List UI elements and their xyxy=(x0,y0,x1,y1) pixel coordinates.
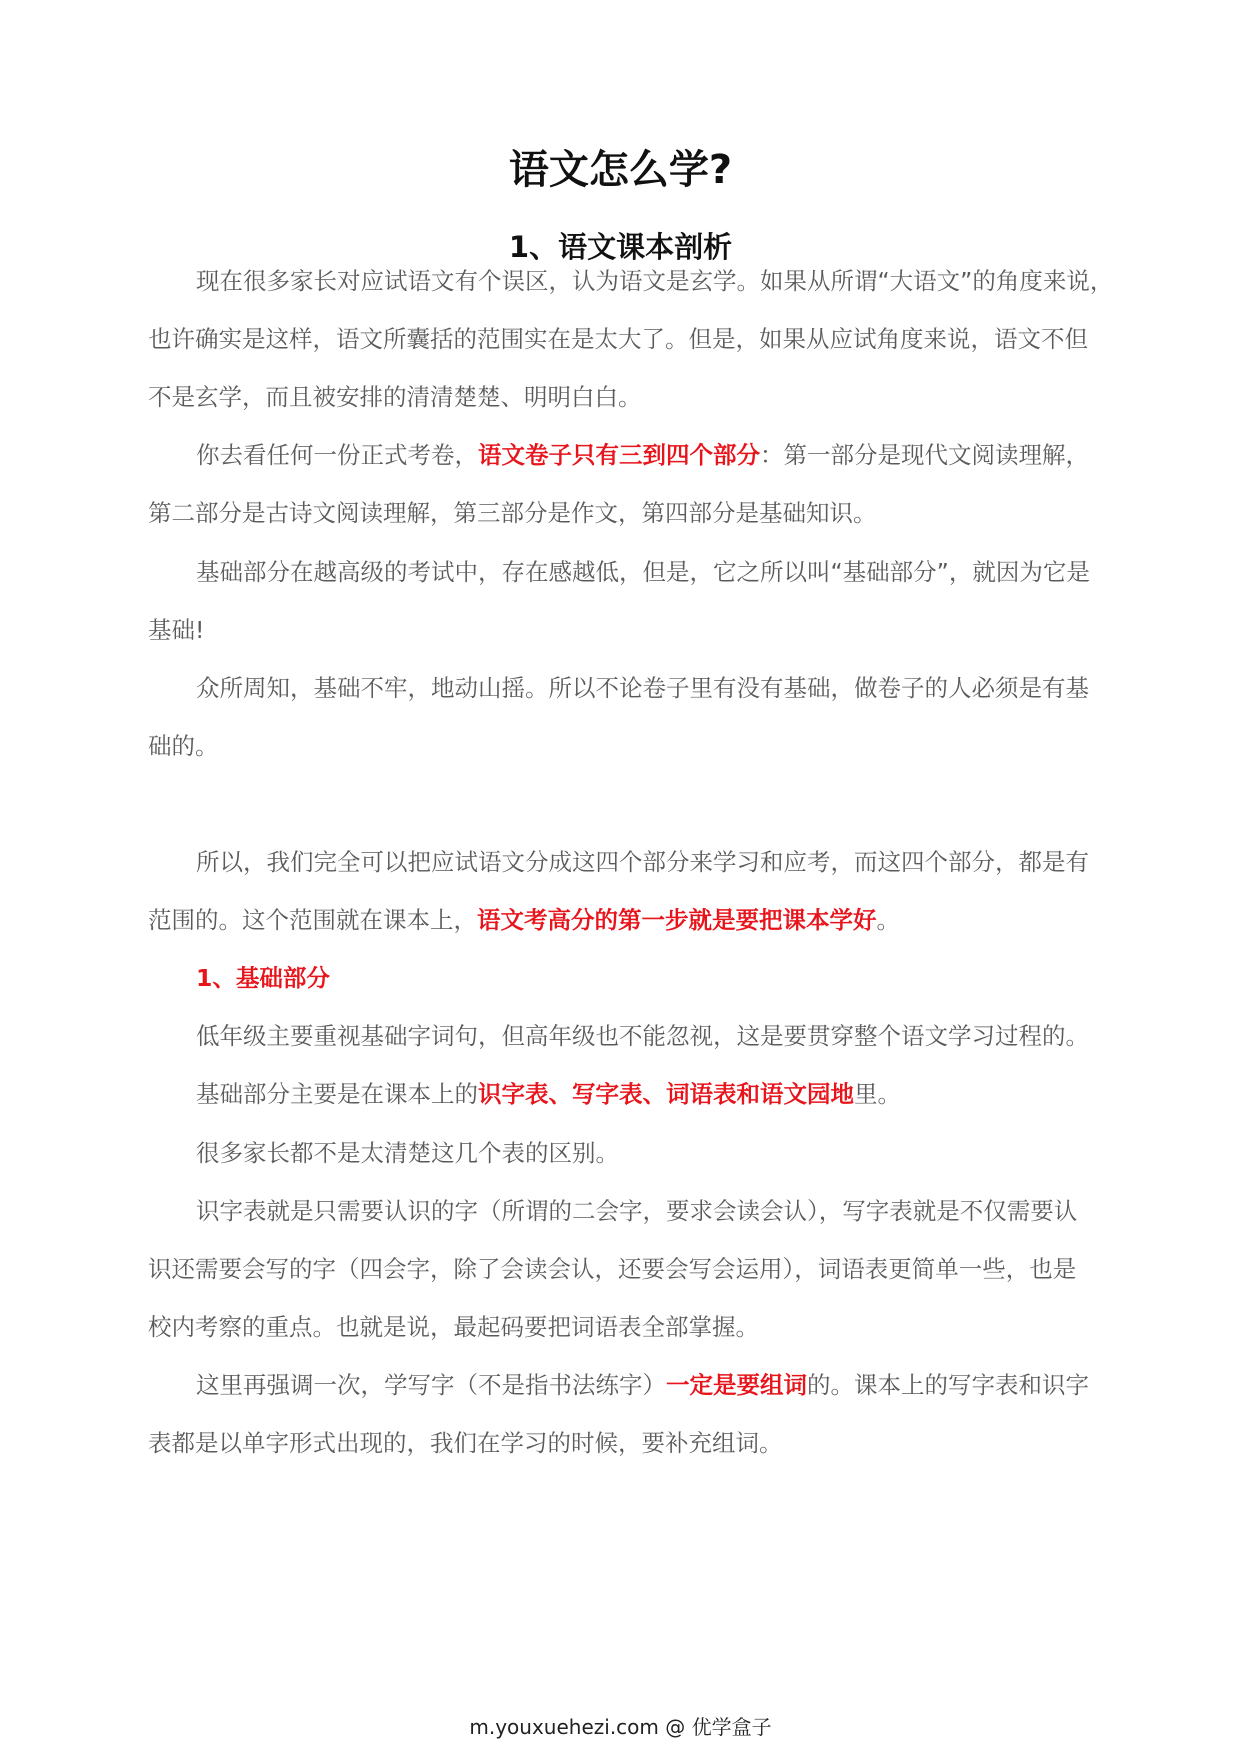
text-span: 的。课本上的写字表和识字 xyxy=(807,1371,1089,1399)
highlight-text: 一定是要组词 xyxy=(666,1371,807,1399)
text-span: 基础部分主要是在课本上的 xyxy=(196,1080,478,1108)
text-span: 你去看任何一份正式考卷， xyxy=(196,441,478,469)
paragraph-line: 第二部分是古诗文阅读理解，第三部分是作文，第四部分是基础知识。 xyxy=(148,499,877,527)
paragraph-line: 现在很多家长对应试语文有个误区，认为语文是玄学。如果从所谓“大语文”的角度来说， xyxy=(196,267,1114,295)
highlight-text: 语文考高分的第一步就是要把课本学好 xyxy=(477,906,877,934)
paragraph-line xyxy=(196,1365,1093,1405)
text-span: 里。 xyxy=(854,1080,901,1108)
paragraph-line xyxy=(196,1074,1093,1114)
paragraph-line: 很多家长都不是太清楚这几个表的区别。 xyxy=(196,1139,619,1167)
paragraph-line: 表都是以单字形式出现的，我们在学习的时候，要补充组词。 xyxy=(148,1429,783,1457)
paragraph-line: 不是玄学，而且被安排的清清楚楚、明明白白。 xyxy=(148,383,642,411)
paragraph-line xyxy=(196,435,1093,475)
text-span: 。 xyxy=(876,906,900,934)
paragraph-line: 也许确实是这样，语文所囊括的范围实在是太大了。但是，如果从应试角度来说，语文不但 xyxy=(148,325,1088,353)
paragraph-line: 基础部分在越高级的考试中，存在感越低，但是，它之所以叫“基础部分”，就因为它是 xyxy=(196,558,1090,586)
highlight-text: 语文卷子只有三到四个部分 xyxy=(478,441,760,469)
highlight-text: 识字表、写字表、词语表和语文园地 xyxy=(478,1080,854,1108)
text-span: 范围的。这个范围就在课本上， xyxy=(148,906,477,934)
paragraph-line: 所以，我们完全可以把应试语文分成这四个部分来学习和应考，而这四个部分，都是有 xyxy=(196,848,1089,876)
footer-watermark: m.youxuehezi.com @ 优学盒子 xyxy=(469,1715,772,1739)
section-title: 1、语文课本剖析 xyxy=(508,230,733,264)
paragraph-line: 低年级主要重视基础字词句，但高年级也不能忽视，这是要贯穿整个语文学习过程的。 xyxy=(196,1022,1089,1050)
sub-heading: 1、基础部分 xyxy=(196,964,330,992)
page-title: 语文怎么学? xyxy=(508,147,733,193)
paragraph-line: 识字表就是只需要认识的字（所谓的二会字，要求会读会认），写字表就是不仅需要认 xyxy=(196,1197,1078,1225)
paragraph-line: 础的。 xyxy=(148,732,219,760)
paragraph-line: 校内考察的重点。也就是说，最起码要把词语表全部掌握。 xyxy=(148,1313,759,1341)
paragraph-line: 众所周知，基础不牢，地动山摇。所以不论卷子里有没有基础，做卷子的人必须是有基 xyxy=(196,674,1089,702)
text-span: ：第一部分是现代文阅读理解， xyxy=(760,441,1089,469)
text-span: 这里再强调一次，学写字（不是指书法练字） xyxy=(196,1371,666,1399)
paragraph-line: 识还需要会写的字（四会字，除了会读会认，还要会写会运用），词语表更简单一些，也是 xyxy=(148,1255,1077,1283)
paragraph-line xyxy=(148,900,1093,940)
paragraph-line: 基础! xyxy=(148,616,205,644)
